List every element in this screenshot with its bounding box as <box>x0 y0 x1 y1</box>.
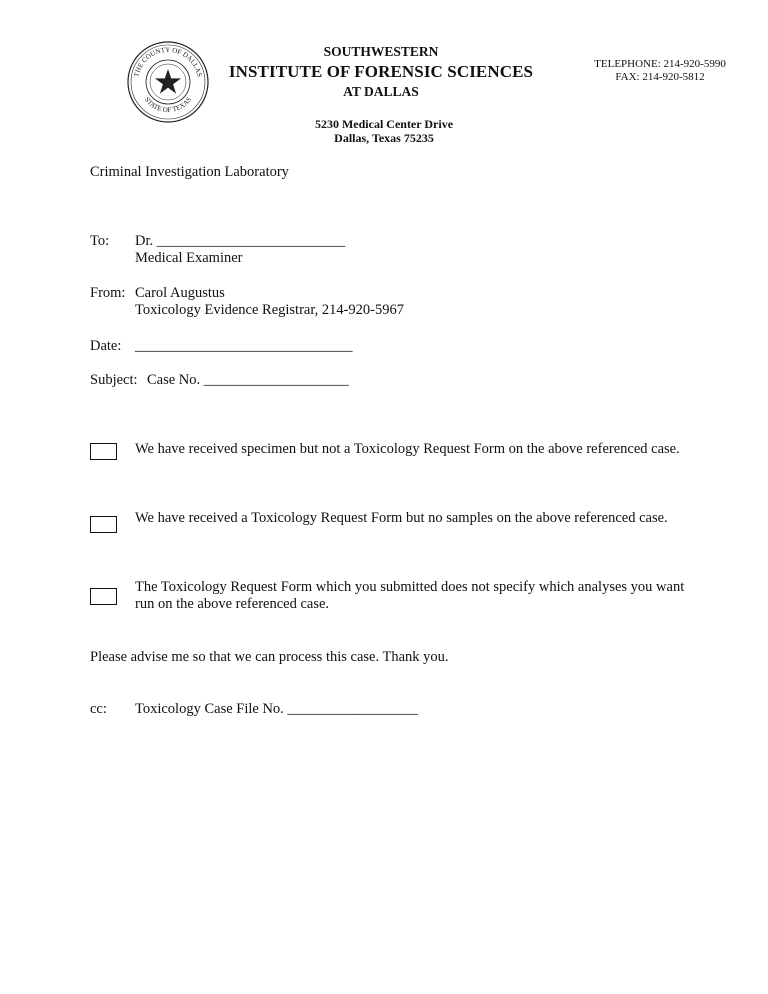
seal-top-text: THE COUNTY OF DALLAS <box>132 45 204 78</box>
option-checkbox-2[interactable] <box>90 516 117 533</box>
subject-case-field: Case No. ____________________ <box>147 372 349 388</box>
from-title: Toxicology Evidence Registrar, 214-920-5967 <box>135 302 405 318</box>
option-checkbox-3[interactable] <box>90 588 117 605</box>
telephone: TELEPHONE: 214-920-5990 <box>594 58 726 70</box>
to-title: Medical Examiner <box>135 250 243 266</box>
subject-label: Subject: <box>90 372 138 388</box>
org-name-line3: AT DALLAS <box>343 84 419 99</box>
to-field: Dr. __________________________ <box>135 233 346 249</box>
option-text-1: We have received specimen but not a Toxicology Request Form on the above referenced case. <box>135 441 680 457</box>
date-label: Date: <box>90 338 122 354</box>
cc-case-file-field: Toxicology Case File No. __________________ <box>135 701 418 717</box>
address-line1: 5230 Medical Center Drive <box>314 117 454 131</box>
option-text-2: We have received a Toxicology Request Form but no samples on the above referenced case. <box>135 510 668 526</box>
fax: FAX: 214-920-5812 <box>615 71 705 83</box>
option-checkbox-1[interactable] <box>90 443 117 460</box>
department-name: Criminal Investigation Laboratory <box>90 164 289 180</box>
seal-bottom-text: STATE OF TEXAS <box>142 95 194 115</box>
org-name-line2: INSTITUTE OF FORENSIC SCIENCES <box>228 62 534 81</box>
to-label: To: <box>90 233 110 249</box>
cc-label: cc: <box>90 701 107 717</box>
address-line2: Dallas, Texas 75235 <box>334 131 434 145</box>
org-name-line1: SOUTHWESTERN <box>323 44 439 59</box>
from-name: Carol Augustus <box>135 285 225 301</box>
from-label: From: <box>90 285 126 301</box>
date-field: ______________________________ <box>135 338 353 354</box>
option-text-3: The Toxicology Request Form which you submitted does not specify which analyses you want run on the above referenced case. <box>135 579 685 612</box>
closing-text: Please advise me so that we can process this case. Thank you. <box>90 649 449 665</box>
contact-block <box>580 58 740 84</box>
